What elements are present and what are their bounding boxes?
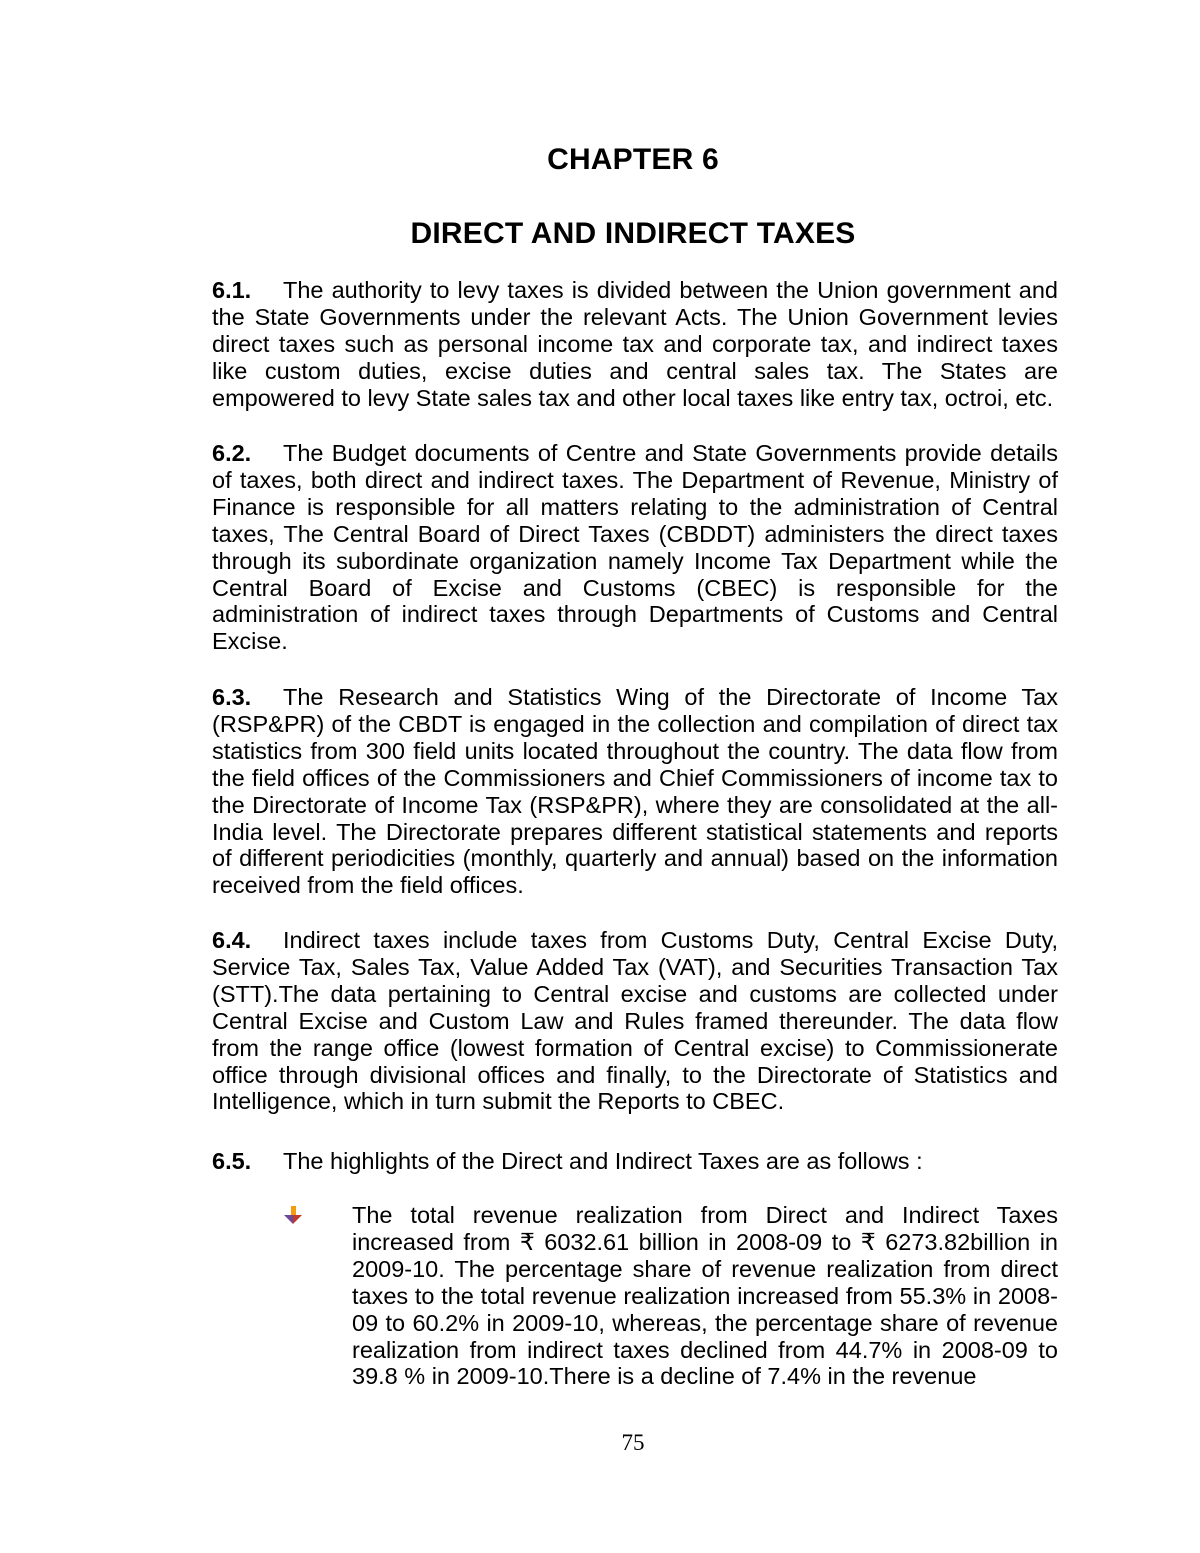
bullet-arrowhead-left [284,1215,293,1224]
down-arrow-bullet-icon [282,1204,304,1226]
paragraph-text: The Budget documents of Centre and State Governments provide details of taxes, both direct and indirect taxes. The Department of Revenue, Ministry of Finance is responsible for all matters relating to the administration of Central taxes, The Central Board of Direct Taxes (CBDDT) administers the direct taxes through its subordinate organization namely Income Tax Department while the Central Board of Excise and Customs (CBEC) is responsible for the administration of indirect taxes through Departments of Customs and Central Excise. [212,440,1058,655]
paragraph-6-3 [212,684,1058,899]
bullet-arrowhead-right [293,1215,302,1224]
paragraph-number: 6.5. [212,1148,252,1174]
paragraph-number: 6.4. [212,927,252,953]
paragraph-6-1 [212,277,1058,412]
bullet-shaft [291,1206,296,1216]
paragraph-text: Indirect taxes include taxes from Customs Duty, Central Excise Duty, Service Tax, Sales Tax, Value Added Tax (VAT), and Securities Transaction Tax (STT).The data pertaining to Central excise and customs are collected under Central Excise and Custom Law and Rules framed thereunder. The data flow from the range office (lowest formation of Central excise) to Commissionerate office through divisional offices and finally, to the Directorate of Statistics and Intelligence, which in turn submit the Reports to CBEC. [212,927,1058,1115]
paragraph-6-4 [212,927,1058,1115]
paragraph-number: 6.1. [212,277,252,303]
chapter-title: DIRECT AND INDIRECT TAXES [410,217,856,250]
paragraph-text: The authority to levy taxes is divided between the Union government and the State Governments under the relevant Acts. The Union Government levies direct taxes such as personal income tax and corporate tax, and indirect taxes like custom duties, excise duties and central sales tax. The States are empowered to levy State sales tax and other local taxes like entry tax, octroi, etc. [212,277,1058,411]
bullet-item: The total revenue realization from Direct and Indirect Taxes increased from ₹ 6032.61 billion in 2008-09 to ₹ 6273.82billion in 2009-10. The percentage share of revenue realization from direct taxes to the total revenue realization increased from 55.3% in 2008-09 to 60.2% in 2009-10, whereas, the percentage share of revenue realization from indirect taxes declined from 44.7% in 2008-09 to 39.8 % in 2009-10.There is a decline of 7.4% in the revenue [352,1202,1058,1390]
paragraph-6-2 [212,440,1058,655]
paragraph-number: 6.3. [212,684,252,710]
chapter-heading: CHAPTER 6 [547,143,719,176]
paragraph-text: The Research and Statistics Wing of the Directorate of Income Tax (RSP&PR) of the CBDT is engaged in the collection and compilation of direct tax statistics from 300 field units located throughout the country. The data flow from the field offices of the Commissioners and Chief Commissioners of income tax to the Directorate of Income Tax (RSP&PR), where they are consolidated at the all-India level. The Directorate prepares different statistical statements and reports of different periodicities (monthly, quarterly and annual) based on the information received from the field offices. [212,684,1058,899]
paragraph-6-5 [212,1148,1058,1175]
page-number: 75 [621,1430,645,1455]
paragraph-number: 6.2. [212,440,252,466]
paragraph-text: The highlights of the Direct and Indirect Taxes are as follows : [283,1148,923,1174]
